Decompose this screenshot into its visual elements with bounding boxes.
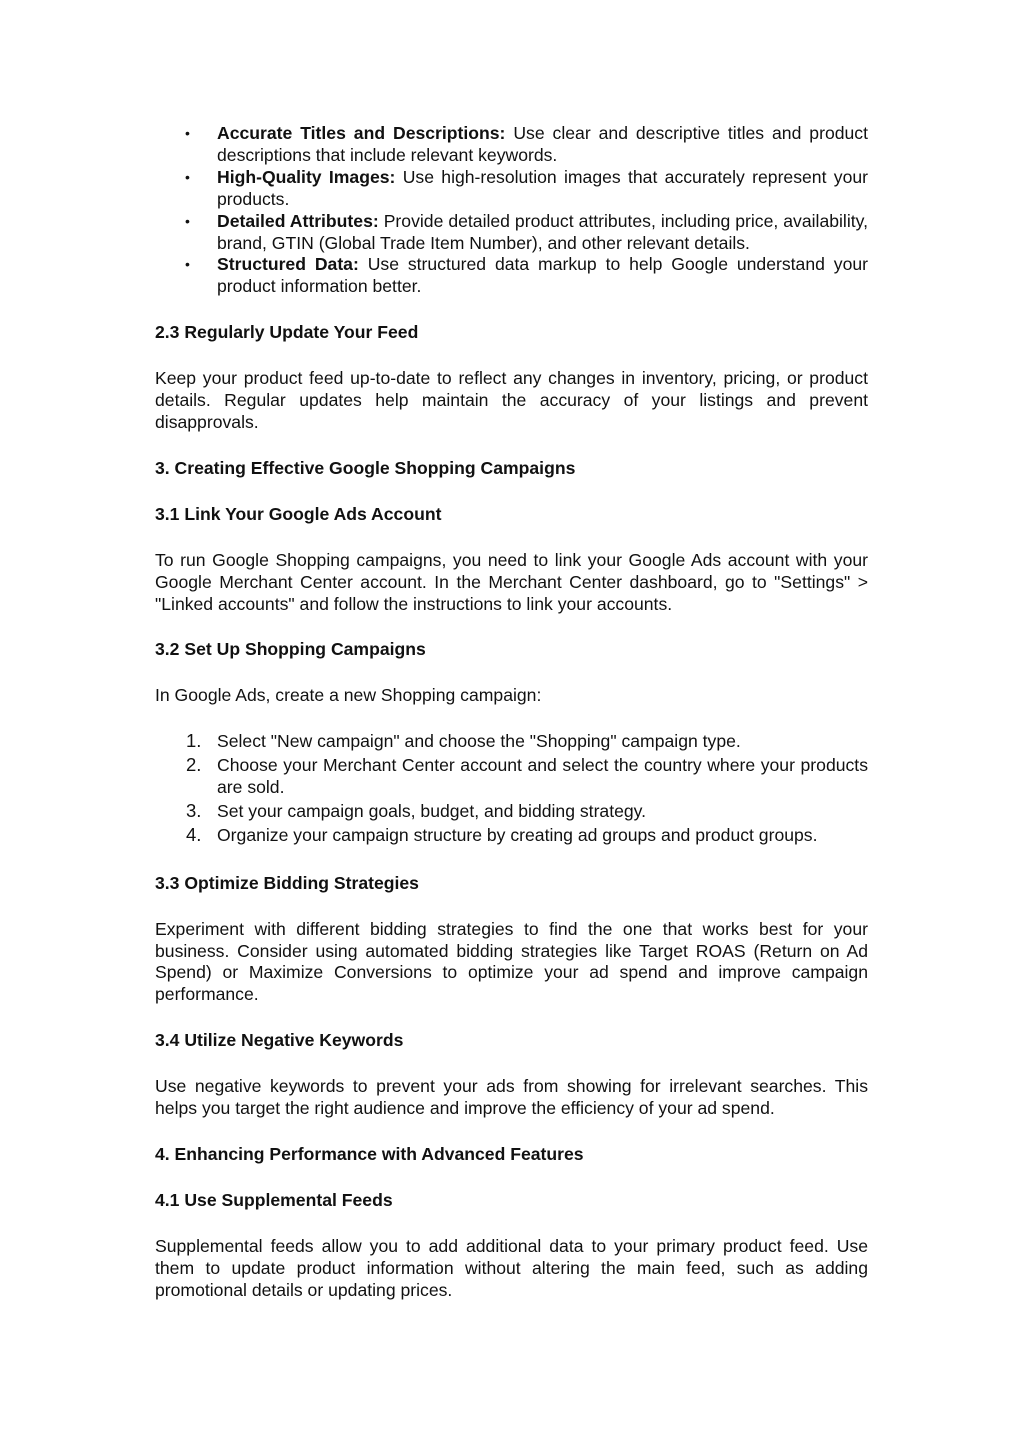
section-heading-3: 3. Creating Effective Google Shopping Campaigns <box>155 457 576 478</box>
section-body-3-4: Use negative keywords to prevent your ads from showing for irrelevant searches. This helps you target the right audience and improve the efficiency of your ad spend. <box>155 1076 868 1119</box>
step-text: Set your campaign goals, budget, and bidding strategy. <box>217 800 647 821</box>
step-number: 4. <box>186 823 202 845</box>
list-item <box>155 254 868 298</box>
list-item-text: Use clear and descriptive titles and product descriptions that include relevant keywords. <box>217 123 868 165</box>
section-intro-3-2: In Google Ads, create a new Shopping campaign: <box>155 685 542 706</box>
list-item-term: Detailed Attributes: <box>217 210 379 231</box>
list-item-term: Structured Data: <box>217 254 359 275</box>
step-number: 2. <box>186 754 202 776</box>
list-item <box>155 801 868 823</box>
bullet-icon: • <box>185 212 190 229</box>
list-item-term: High-Quality Images: <box>217 166 396 187</box>
campaign-setup-steps <box>155 731 868 847</box>
section-heading-3-2: 3.2 Set Up Shopping Campaigns <box>155 639 426 660</box>
list-item <box>155 211 868 255</box>
section-heading-4-1: 4.1 Use Supplemental Feeds <box>155 1189 393 1210</box>
bullet-icon: • <box>185 168 190 185</box>
list-item-text: Use high-resolution images that accurately represent your products. <box>217 166 868 209</box>
list-item <box>155 167 868 211</box>
section-body-3-1: To run Google Shopping campaigns, you need to link your Google Ads account with your Google Merchant Center account. In the Merchant Center dashboard, go to "Settings" > "Linked accounts" and follow the instructions to link your accounts. <box>155 549 868 614</box>
section-heading-4: 4. Enhancing Performance with Advanced Features <box>155 1144 584 1164</box>
list-item-term: Accurate Titles and Descriptions: <box>217 123 506 143</box>
section-heading-3-1: 3.1 Link Your Google Ads Account <box>155 503 442 524</box>
list-item <box>155 731 868 753</box>
list-item <box>155 825 868 847</box>
section-heading-2-3: 2.3 Regularly Update Your Feed <box>155 322 419 343</box>
step-number: 3. <box>186 799 202 821</box>
step-text: Choose your Merchant Center account and select the country where your products are sold. <box>217 755 868 798</box>
step-number: 1. <box>186 730 202 752</box>
document-page <box>155 123 868 1302</box>
step-text: Select "New campaign" and choose the "Shopping" campaign type. <box>217 731 741 752</box>
step-text: Organize your campaign structure by creating ad groups and product groups. <box>217 824 818 845</box>
list-item <box>155 755 868 799</box>
list-item-text: Use structured data markup to help Google understand your product information better. <box>217 254 868 297</box>
section-body-3-3: Experiment with different bidding strategies to find the one that works best for your business. Consider using automated bidding strategies like Target ROAS (Return on Ad Spend) or Maximize Conversions to optimize your ad spend and improve campaign performance. <box>155 918 868 1005</box>
bullet-icon: • <box>185 125 190 141</box>
section-heading-3-4: 3.4 Utilize Negative Keywords <box>155 1030 404 1051</box>
list-item-text: Provide detailed product attributes, including price, availability, brand, GTIN (Global Trade Item Number), and other relevant details. <box>217 210 869 253</box>
section-body-4-1: Supplemental feeds allow you to add additional data to your primary product feed. Use them to update product information without altering the main feed, such as adding promotional details or updating prices. <box>155 1235 868 1300</box>
bullet-icon: • <box>185 256 190 273</box>
section-body-2-3: Keep your product feed up-to-date to reflect any changes in inventory, pricing, or product details. Regular updates help maintain the accuracy of your listings and prevent disapprovals. <box>155 368 868 432</box>
section-heading-3-3: 3.3 Optimize Bidding Strategies <box>155 872 419 893</box>
feed-best-practices-list <box>155 123 868 298</box>
list-item <box>155 123 868 167</box>
